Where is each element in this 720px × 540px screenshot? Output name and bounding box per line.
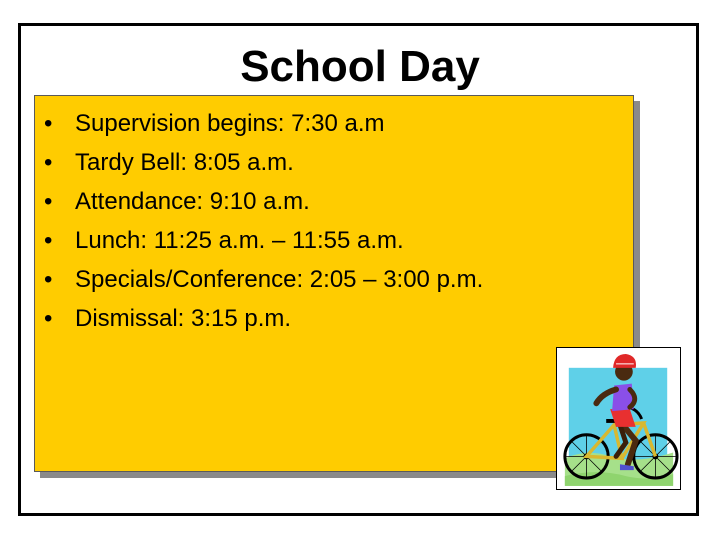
bullet-icon: • <box>44 110 53 137</box>
list-item-text: Lunch: 11:25 a.m. – 11:55 a.m. <box>75 227 404 254</box>
list-item <box>44 182 483 221</box>
list-item <box>44 260 483 299</box>
bullet-icon: • <box>44 149 53 176</box>
helmet <box>613 354 636 368</box>
list-item <box>44 221 483 260</box>
list-item-text: Attendance: 9:10 a.m. <box>75 188 310 215</box>
list-item-text: Supervision begins: 7:30 a.m <box>75 110 385 137</box>
cyclist-clipart <box>556 347 681 490</box>
schedule-list <box>44 104 483 338</box>
list-item-text: Tardy Bell: 8:05 a.m. <box>75 149 294 176</box>
cyclist-icon <box>557 348 680 489</box>
slide-title: School Day <box>240 42 480 91</box>
list-item <box>44 299 483 338</box>
bullet-icon: • <box>44 305 53 332</box>
list-item-text: Dismissal: 3:15 p.m. <box>75 305 292 332</box>
bullet-icon: • <box>44 188 53 215</box>
list-item <box>44 104 483 143</box>
list-item-text: Specials/Conference: 2:05 – 3:00 p.m. <box>75 266 484 293</box>
bullet-icon: • <box>44 227 53 254</box>
bullet-icon: • <box>44 266 53 293</box>
list-item <box>44 143 483 182</box>
